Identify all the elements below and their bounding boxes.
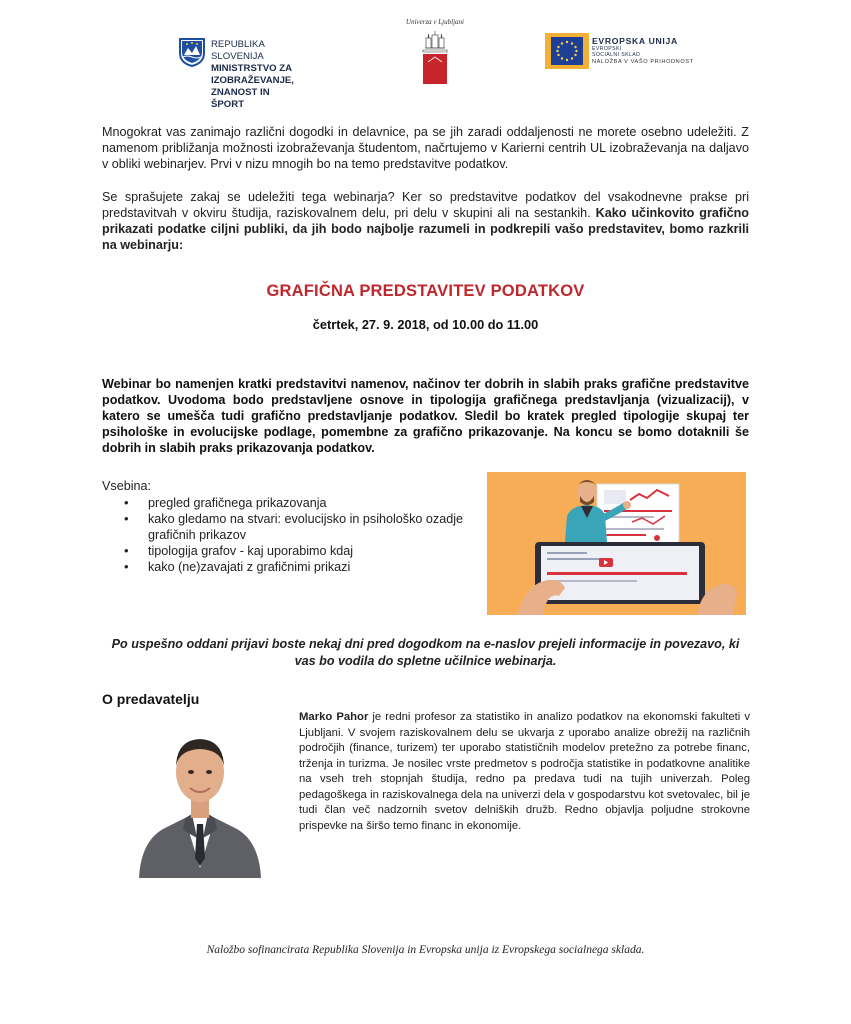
university-emblem-icon [420, 30, 450, 86]
eu-logo [545, 33, 694, 74]
event-description: Webinar bo namenjen kratki predstavitvi namenov, načinov ter dobrih in slabih praks grafične predstavitve podatkov. Uvodoma bodo predstavljene osnove in tipologija grafičnega predstavljanja (vizualizacij), v katero se umešča tudi grafično predstavljanje podatkov. Sledil bo kratek pregled tipologije skupaj ter psihološke in evolucijske podlage, pomembne za grafično prikazovanje. Na koncu se bomo dotaknili še dobrih in slabih praks prikazovanja podatkov. [102, 377, 749, 455]
content-label: Vsebina: [102, 479, 152, 493]
eu-line-4: NALOŽBA V VAŠO PRIHODNOST [592, 59, 694, 65]
lecturer-bio-text: je redni profesor za statistiko in analizo podatkov na ekonomski fakulteti v Ljubljani. V svojem raziskovalnem delu se ukvarja z uporabo analize obrežij na različnih področjih (finance, turizem) ter uporabo statističnih modelov pretežno za potrebe financ, trženja in turizma. Je nosilec vrste predmetov s področja statistike in podatkovne analitike na vseh treh stopnjah študija, redno pa predava tudi na tujih univerzah. Poleg pedagoškega in raziskovalnega dela na univerzi dela v gospodarstvu kot svetovalec, bil je tudi član več nadzornih svetov delniških družb. Redno objavlja poljudne strokovne prispevke na širšo temo financ in ekonomije. [299, 711, 750, 832]
intro-paragraph-2 [102, 189, 749, 253]
intro-paragraph-2-bold: Kako učinkovito grafično prikazati podatke ciljni publiki, da jih bodo najbolje razumeli in podkrepili vašo predstavitev, bomo razkrili na webinarju: [102, 206, 749, 252]
lecturer-photo [135, 718, 265, 878]
list-item: • pregled grafičnega prikazovanja [124, 495, 469, 511]
university-caption: Univerza v Ljubljani [406, 18, 464, 26]
list-item: • tipologija grafov - kaj uporabimo kdaj [124, 543, 469, 559]
ministry-logo [178, 37, 294, 110]
intro-paragraph-1: Mnogokrat vas zanimajo različni dogodki in delavnice, pa se jih zaradi oddaljenosti ne morete osebno udeležiti. Z namenom približanja možnosti izobraževanja študentom, načrtujemo v Karierni centrih UL izobraževanja na daljavo v obliki webinarjev. Prvi v nizu mnogih bo na temo predstavitve podatkov. [102, 125, 749, 171]
event-title: GRAFIČNA PREDSTAVITEV PODATKOV [266, 282, 585, 300]
eu-line-2: EVROPSKI [592, 46, 622, 52]
lecturer-heading: O predavatelju [102, 691, 200, 707]
eu-flag-icon [545, 33, 589, 69]
list-item: • kako (ne)zavajati z grafičnimi prikazi [124, 559, 469, 575]
university-logo [405, 18, 465, 91]
lecturer-name: Marko Pahor [299, 711, 369, 723]
ministry-line-1: REPUBLIKA SLOVENIJA [211, 39, 265, 62]
ministry-line-3: ZNANOST IN ŠPORT [211, 87, 270, 110]
list-item: • kako gledamo na stvari: evolucijsko in psihološko ozadje grafičnih prikazov [124, 511, 469, 543]
ministry-emblem-icon [178, 37, 206, 67]
event-date: četrtek, 27. 9. 2018, od 10.00 do 11.00 [312, 317, 539, 332]
lecturer-bio [299, 710, 750, 834]
intro-paragraph-2-text: Se sprašujete zakaj se udeležiti tega webinarja? Ker so predstavitve podatkov del vsakodnevne prakse pri predstavitvah v okviru študija, raziskovalnem delu, pri delu v skupini ali na sestankih. [102, 190, 749, 220]
presentation-illustration [487, 472, 746, 615]
eu-line-3: SOCIALNI SKLAD [592, 52, 641, 58]
content-list [124, 495, 469, 575]
footer-funding-note: Naložbo sofinancirata Republika Slovenija in Evropska unija iz Evropskega socialnega sklada. [206, 944, 645, 956]
registration-note: Po uspešno oddani prijavi boste nekaj dni pred dogodkom na e-naslov prejeli informacije in povezavo, ki vas bo vodila do spletne učilnice webinarja. [111, 637, 740, 668]
ministry-line-2: MINISTRSTVO ZA IZOBRAŽEVANJE, [211, 63, 294, 86]
eu-line-1: EVROPSKA UNIJA [592, 36, 678, 46]
